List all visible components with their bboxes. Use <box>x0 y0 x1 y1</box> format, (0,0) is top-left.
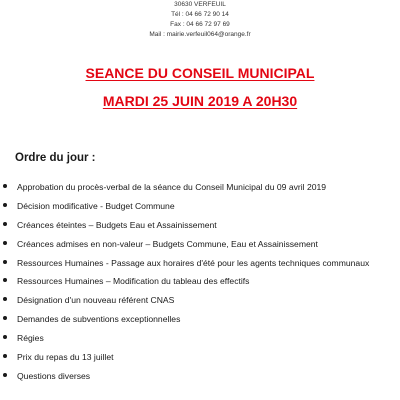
agenda-item <box>0 273 400 292</box>
meeting-title-block <box>0 60 400 110</box>
agenda-item <box>0 198 400 217</box>
agenda-item-text: Demandes de subventions exceptionnelles <box>17 314 181 325</box>
agenda-heading: Ordre du jour : <box>15 152 96 164</box>
agenda-item-text: Créances admises en non-valeur – Budgets Commune, Eau et Assainissement <box>17 238 318 249</box>
agenda-item <box>0 349 400 368</box>
agenda-item <box>0 292 400 311</box>
header-phone: Tél : 04 66 72 90 14 <box>171 11 229 18</box>
bullet-icon <box>3 335 7 339</box>
bullet-icon <box>3 373 7 377</box>
meeting-date: MARDI 25 JUIN 2019 A 20H30 <box>102 93 298 109</box>
agenda-item-text: Désignation d'un nouveau référent CNAS <box>17 295 175 306</box>
bullet-icon <box>3 203 7 207</box>
bullet-icon <box>3 241 7 245</box>
header-postal-address: 30630 VERFEUIL <box>174 1 226 8</box>
agenda-item <box>0 236 400 255</box>
header-email: Mail : mairie.verfeuil064@orange.fr <box>149 31 251 38</box>
page-title: SEANCE DU CONSEIL MUNICIPAL <box>85 65 315 81</box>
agenda-item-text: Régies <box>17 333 44 344</box>
header-fax: Fax : 04 66 72 97 69 <box>170 21 230 28</box>
letterhead <box>0 0 400 40</box>
agenda-item-text: Ressources Humaines - Passage aux horaires d'été pour les agents techniques communaux <box>17 257 370 268</box>
agenda-item <box>0 255 400 274</box>
agenda-item-text: Prix du repas du 13 juillet <box>17 352 114 363</box>
agenda-item <box>0 368 400 387</box>
bullet-icon <box>3 278 7 282</box>
agenda-item-text: Décision modificative - Budget Commune <box>17 200 175 211</box>
agenda-item <box>0 179 400 198</box>
bullet-icon <box>3 297 7 301</box>
agenda-item-text: Créances éteintes – Budgets Eau et Assainissement <box>17 219 217 230</box>
bullet-icon <box>3 316 7 320</box>
bullet-icon <box>3 184 7 188</box>
agenda-item <box>0 217 400 236</box>
bullet-icon <box>3 260 7 264</box>
agenda-item-text: Ressources Humaines – Modification du tableau des effectifs <box>17 276 250 287</box>
agenda-item <box>0 330 400 349</box>
bullet-icon <box>3 222 7 226</box>
agenda-item-text: Approbation du procès-verbal de la séance du Conseil Municipal du 09 avril 2019 <box>17 182 327 192</box>
agenda-item-text: Questions diverses <box>17 370 91 381</box>
agenda-list <box>0 179 400 387</box>
bullet-icon <box>3 354 7 358</box>
agenda-item <box>0 311 400 330</box>
